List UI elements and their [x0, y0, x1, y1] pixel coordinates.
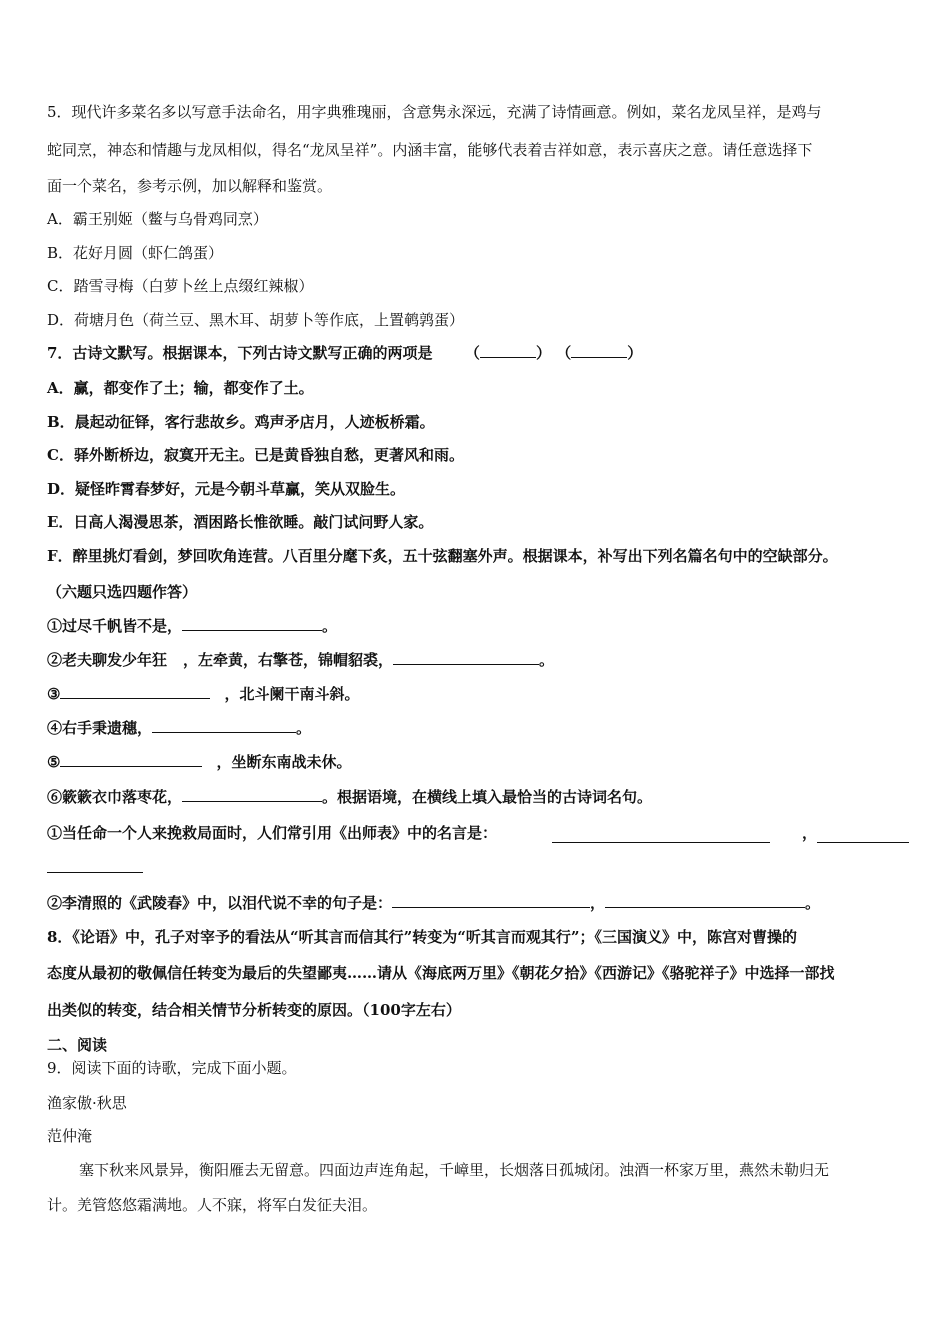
q5-line-1: 5．现代许多菜名多以写意手法命名，用字典雅瑰丽，含意隽永深远，充满了诗情画意。例如，菜名龙凤呈祥，是鸡与: [47, 103, 822, 121]
context-blank-1b[interactable]: [817, 828, 909, 843]
fill-item-2-period: 。: [539, 651, 555, 669]
q7-option-a: A．赢，都变作了土；输，都变作了土。: [47, 379, 314, 397]
fill-item-5-text-a: ⑤: [47, 753, 61, 771]
fill-blank-3[interactable]: [60, 684, 210, 699]
fill-blank-1[interactable]: [182, 616, 322, 631]
q7-answer-paren-open-1: （: [464, 344, 480, 362]
fill-item-1-text: ①过尽千帆皆不是，: [47, 617, 183, 635]
context-item-1-comma: ，: [801, 824, 817, 842]
fill-item-5: [47, 752, 909, 772]
fill-item-6: [47, 787, 909, 807]
fill-item-4: [47, 718, 909, 738]
q7-option-c: C．驿外断桥边，寂寞开无主。已是黄昏独自愁，更著风和雨。: [47, 446, 464, 464]
q5-option-d: D．荷塘月色（荷兰豆、黑木耳、胡萝卜等作底，上置鹌鹑蛋）: [47, 311, 465, 329]
q5-line-2: 蛇同烹，神态和情趣与龙凤相似，得名“龙凤呈祥”。内涵丰富，能够代表着吉祥如意，表示喜庆之意。请任意选择下: [47, 141, 813, 159]
q9-stem: 9．阅读下面的诗歌，完成下面小题。: [47, 1059, 297, 1077]
q7-option-d: D．疑怪昨霄春梦好，元是今朝斗草赢，笑从双脸生。: [47, 480, 406, 498]
fill-item-3-text-b: ，北斗阑干南斗斜。: [224, 685, 360, 703]
poem-line-1: 塞下秋来风景异，衡阳雁去无留意。四面边声连角起，千嶂里，长烟落日孤城闭。浊酒一杯家万里，燕然未勒归无: [79, 1161, 830, 1179]
poem-author: 范仲淹: [47, 1127, 93, 1145]
context-blank-2a[interactable]: [392, 893, 590, 908]
fill-blank-6[interactable]: [182, 787, 322, 802]
context-item-2: [47, 893, 909, 913]
q8-line-1: 8．《论语》中，孔子对宰予的看法从“听其言而信其行”转变为“听其言而观其行”；《三国演义》中，陈宫对曹操的: [47, 928, 797, 946]
q7-option-f: F．醉里挑灯看剑，梦回吹角连营。八百里分麾下炙，五十弦翻塞外声。根据课本，补写出下列名篇名句中的空缺部分。: [47, 547, 838, 565]
q7-note: （六题只选四题作答）: [47, 583, 198, 601]
fill-item-2-text-a: ②老夫聊发少年狂: [47, 651, 168, 669]
fill-item-6-text: ⑥簌簌衣巾落枣花，: [47, 788, 183, 806]
q7-answer-paren-close-1: ）: [535, 344, 551, 362]
fill-item-6-period: 。: [322, 788, 338, 806]
q5-option-b: B．花好月圆（虾仁鸽蛋）: [47, 244, 224, 262]
q8-line-2: 态度从最初的敬佩信任转变为最后的失望鄙夷……请从《海底两万里》《朝花夕拾》《西游记》《骆驼祥子》中选择一部找: [47, 964, 835, 982]
fill-blank-5[interactable]: [60, 752, 202, 767]
fill-item-2-text-b: ，左牵黄，右擎苍，锦帽貂裘，: [183, 651, 394, 669]
context-blank-2b[interactable]: [605, 893, 805, 908]
context-instruction: 根据语境，在横线上填入最恰当的古诗词名句。: [337, 788, 653, 806]
q7-answer-paren-open-2: （: [556, 344, 572, 362]
q8-line-3: 出类似的转变，结合相关情节分析转变的原因。（100字左右）: [47, 1001, 461, 1019]
fill-item-4-text: ④右手秉遗穗，: [47, 719, 153, 737]
context-item-1-text: ①当任命一个人来挽救局面时，人们常引用《出师表》中的名言是：: [47, 824, 498, 842]
context-blank-1a[interactable]: [552, 828, 770, 843]
context-item-1: [47, 823, 909, 843]
fill-item-1: [47, 616, 909, 636]
fill-item-1-period: 。: [322, 617, 338, 635]
section-heading: 二、阅读: [47, 1036, 108, 1054]
q7-stem-line: [47, 343, 909, 363]
q5-option-c: C．踏雪寻梅（白萝卜丝上点缀红辣椒）: [47, 277, 314, 295]
fill-item-2: [47, 650, 909, 670]
context-item-2-period: 。: [805, 894, 821, 912]
fill-blank-4[interactable]: [152, 718, 296, 733]
fill-item-3: [47, 684, 909, 704]
fill-blank-2[interactable]: [393, 650, 539, 665]
q5-line-3: 面一个菜名，参考示例，加以解释和鉴赏。: [47, 177, 333, 195]
q7-option-e: E．日高人渴漫思茶，酒困路长惟欲睡。敲门试问野人家。: [47, 513, 434, 531]
poem-title: 渔家傲·秋思: [47, 1094, 127, 1112]
context-item-1-continued: [47, 858, 909, 878]
fill-item-5-text-b: ，坐断东南战未休。: [216, 753, 352, 771]
q7-answer-paren-close-2: ）: [627, 344, 643, 362]
fill-item-3-text-a: ③: [47, 685, 61, 703]
q7-answer-blank-1[interactable]: [480, 343, 536, 358]
context-item-2-text: ②李清照的《武陵春》中，以泪代说不幸的句子是：: [47, 894, 393, 912]
q5-option-a: A．霸王别姬（鳖与乌骨鸡同烹）: [47, 210, 268, 228]
q7-option-b: B．晨起动征铎，客行悲故乡。鸡声矛店月，人迹板桥霜。: [47, 413, 435, 431]
poem-line-2: 计。羌管悠悠霜满地。人不寐，将军白发征夫泪。: [47, 1196, 378, 1214]
q7-stem: 7．古诗文默写。根据课本，下列古诗文默写正确的两项是: [47, 344, 433, 362]
q7-answer-blank-2[interactable]: [571, 343, 627, 358]
context-blank-1c[interactable]: [47, 858, 143, 873]
fill-item-4-period: 。: [296, 719, 312, 737]
context-item-2-comma: ，: [590, 894, 606, 912]
